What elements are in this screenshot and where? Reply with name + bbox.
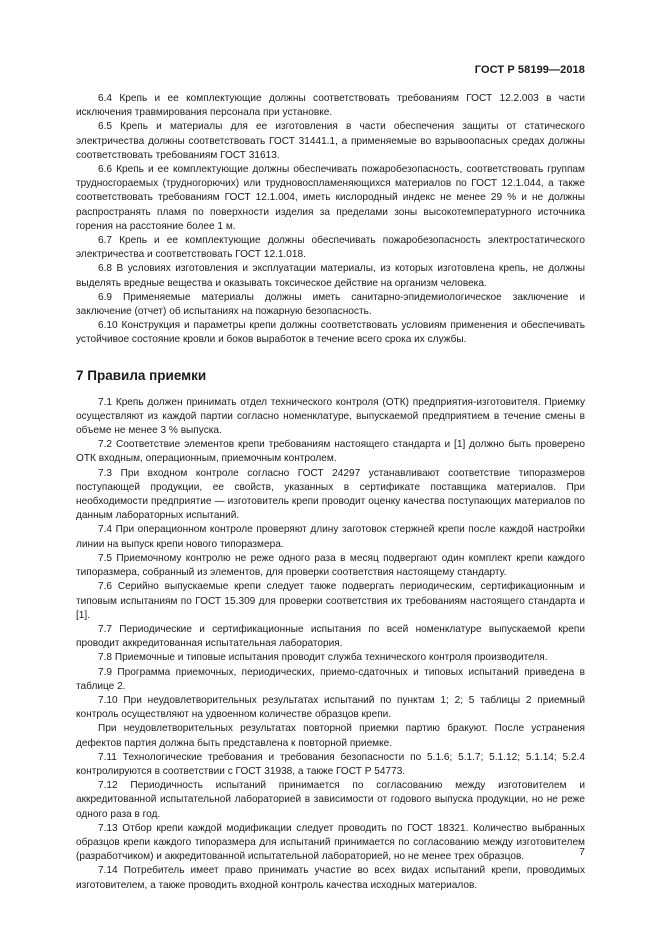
page-number: 7 — [579, 846, 585, 858]
clause-6-8: 6.8 В условиях изготовления и эксплуатации материалы, из которых изготовлена крепь, не должны выделять вредные вещества и оказывать токсическое действие на организм человека. — [76, 263, 585, 289]
clause-6-9: 6.9 Применяемые материалы должны иметь санитарно-эпидемиологическое заключение и заключение (отчет) об испытаниях на пожарную безопасность. — [76, 291, 585, 318]
clause-7-14: 7.14 Потребитель имеет право принимать участие во всех видах испытаний крепи, проводимых изготовителем, а также проводить входной контроль качества исходных материалов. — [76, 865, 585, 891]
section-6-body — [76, 92, 585, 348]
clause-7-10: 7.10 При неудовлетворительных результатах испытаний по пунктам 1; 2; 5 таблицы 2 приемный контроль осуществляют на удвоенном количестве образцов крепи. — [76, 694, 585, 721]
clause-7-8: 7.8 Приемочные и типовые испытания проводит служба технического контроля производителя. — [98, 652, 548, 664]
section-7-title: 7 Правила приемки — [76, 367, 207, 383]
clause-7-7: 7.7 Периодические и сертификационные испытания по всей номенклатуре выпускаемой крепи проводит аккредитованная испытательная лаборатория. — [76, 623, 585, 650]
clause-6-6: 6.6 Крепь и ее комплектующие должны обеспечивать пожаробезопасность, соответствовать группам трудносгораемых (трудногорючих) или трудновоспламеняющихся материалов по ГОСТ 12.1.044, а также соответствовать требованиям ГОСТ 12.1.004, иметь кислородный индекс не менее 29 % и не должны распространять пламя по поверхности изделия за пределами зоны высокотемпературного источника горения на расстояние более 1 м. — [76, 164, 585, 232]
clause-6-5: 6.5 Крепь и материалы для ее изготовления в части обеспечения защиты от статического электричества должны соответствовать ГОСТ 31441.1, а применяемые во взрывоопасных средах должны соответствовать требованиям ГОСТ 31613. — [76, 121, 585, 161]
clause-7-6: 7.6 Серийно выпускаемые крепи следует также подвергать периодическим, сертификационным и типовым испытаниям по ГОСТ 15.309 для проверки соответствия их требованиям настоящего стандарта и [1]. — [76, 581, 585, 621]
clause-7-12: 7.12 Периодичность испытаний принимается по согласованию между изготовителем и аккредитованной испытательной лабораторией в зависимости от годового выпуска продукции, но не реже одного раза в год. — [76, 780, 585, 820]
clause-7-5: 7.5 Приемочному контролю не реже одного раза в месяц подвергают один комплект крепи каждого типоразмера, собранный из элементов, для проверки соответствия настоящему стандарту. — [76, 552, 585, 579]
section-7-body — [76, 396, 585, 893]
clause-7-11: 7.11 Технологические требования и требования безопасности по 5.1.6; 5.1.7; 5.1.12; 5.1.14; 5.2.4 контролируются в соответствии с ГОСТ 31938, а также ГОСТ Р 54773. — [76, 751, 585, 777]
clause-6-10: 6.10 Конструкция и параметры крепи должны соответствовать условиям применения и обеспечивать устойчивое состояние кровли и боков выработок в течение всего срока их службы. — [76, 320, 585, 346]
clause-7-13: 7.13 Отбор крепи каждой модификации следует проводить по ГОСТ 18321. Количество выбранных образцов крепи каждого типоразмера для испытаний принимается по согласованию между изготовителем (разработчиком) и аккредитованной испытательной лабораторией, но не менее трех образцов. — [76, 822, 585, 863]
clause-7-9: 7.9 Программа приемочных, периодических, приемо-сдаточных и типовых испытаний приведена в таблице 2. — [76, 666, 585, 692]
clause-7-1: 7.1 Крепь должен принимать отдел технического контроля (ОТК) предприятия-изготовителя. Приемку осуществляют из каждой партии согласно номенклатуре, выпускаемой предприятием в течение смены в объеме не менее 3 % выпуска. — [76, 396, 585, 437]
clause-7-10-continuation: При неудовлетворительных результатах повторной приемки партию бракуют. После устранения дефектов партия должна быть представлена к повторной приемке. — [76, 723, 585, 749]
clause-6-7: 6.7 Крепь и ее комплектующие должны обеспечивать пожаробезопасность электростатического электричества и соответствовать ГОСТ 12.1.018. — [76, 235, 585, 261]
clause-7-4: 7.4 При операционном контроле проверяют длину заготовок стержней крепи после каждой настройки линии на выпуск крепи нового типоразмера. — [76, 524, 585, 550]
document-body — [76, 92, 585, 893]
clause-7-3: 7.3 При входном контроле согласно ГОСТ 24297 устанавливают соответствие типоразмеров поступающей продукции, ее свойств, указанных в сертификате поставщика материалов. При необходимости предприятие — изготовитель крепи проводит оценку качества поступающих материалов по данным лабораторных испытаний. — [76, 467, 585, 522]
clause-6-4: 6.4 Крепь и ее комплектующие должны соответствовать требованиям ГОСТ 12.2.003 в части исключения травмирования персонала при установке. — [76, 93, 585, 119]
document-id: ГОСТ Р 58199—2018 — [474, 64, 585, 76]
clause-7-2: 7.2 Соответствие элементов крепи требованиям настоящего стандарта и [1] должно быть проверено ОТК входным, операционным, приемочным контролем. — [76, 439, 585, 465]
